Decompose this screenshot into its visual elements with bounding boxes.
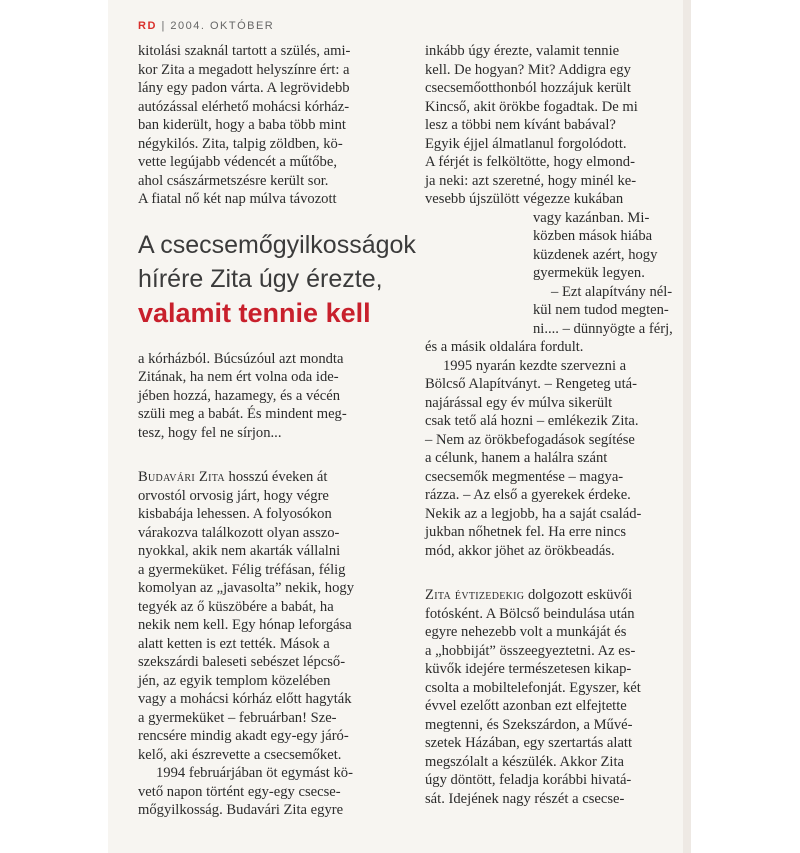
brand-label: RD [138,20,157,32]
text-line: – Nem az örökbefogadások segítése [425,431,635,448]
pull-quote-line-1: A csecsemőgyilkosságok [138,231,416,259]
text-line: tesz, hogy fel ne sírjon... [138,424,282,441]
text-line: szekszárdi baleseti sebészet lépcső- [138,654,346,670]
text-line: csolta a mobiltelefonját. Egyszer, két [425,679,641,696]
text-line: kell. De hogyan? Mit? Addigra egy [425,61,631,78]
text-line: évvel ezelőtt azonban ezt elfejtette [425,698,627,714]
text-line: Egyik éjjel álmatlanul forgolódott. [425,135,627,152]
text-line: orvostól orvosig járt, hogy végre [138,487,329,504]
text-line: és a másik oldalára fordult. [425,339,584,355]
left-paragraph-1 [138,42,400,209]
right-paragraph-2 [425,357,680,561]
text-line: ahol császármetszésre került sor. [138,172,329,189]
text-line: vette legújabb védencét a műtőbe, [138,154,337,170]
text-line: ni.... – dünnyögte a férj, [533,320,673,337]
text-line: ja neki: azt szeretné, hogy minél ke- [425,172,637,189]
text-line: csak tető alá hozni – emlékezik Zita. [425,413,639,429]
text-line: négykilós. Zita, talpig zöldben, kö- [138,135,343,152]
text-line: vagy kazánban. Mi- [533,209,650,226]
text-line: a kórházból. Búcsúzóul azt mondta [138,350,344,367]
text-line: nyokkal, akik nem akarták vállalni [138,543,341,559]
text-line: várakozva találkozott olyan asszo- [138,524,340,541]
text-line: dolgozott esküvői [524,587,633,603]
text-line: közben mások hiába [533,228,653,244]
text-line: A férjét is felköltötte, hogy elmond- [425,154,635,170]
right-paragraph-3 [425,586,680,808]
pull-quote-line-2: hírére Zita úgy érezte, [138,265,383,293]
section-gap [425,560,680,586]
text-line: Nekik az a legjobb, ha a saját család- [425,505,642,522]
text-line: jében hozzá, hazamegy, és a vécén [138,387,341,404]
magazine-page [108,0,691,853]
text-line: szüli meg a babát. És mindent meg- [138,406,347,422]
text-line: jén, az egyik templom közelében [138,672,331,689]
text-line: gyermekük legyen. [533,265,645,281]
page-edge-shadow [683,0,691,853]
text-line: a gyermeküket – februárban! Sze- [138,709,337,726]
issue-date: 2004. OKTÓBER [170,20,275,32]
text-line: megtenni, és Szekszárdon, a Művé- [425,716,633,733]
text-line: mőgyilkosság. Budavári Zita egyre [138,802,344,818]
text-line: kitolási szaknál tartott a szülés, ami- [138,43,351,59]
right-paragraph-1 [425,42,680,283]
text-line: fotósként. A Bölcső beindulása után [425,605,635,622]
text-line: úgy döntött, feladja korábbi hivatá- [425,772,632,788]
text-line: vető napon történt egy-egy csecse- [138,783,341,800]
text-line: 1995 nyarán kezdte szervezni a [443,357,627,374]
text-line: egyre nehezebb volt a munkáját és [425,624,627,640]
right-column [425,42,680,808]
text-line: – Ezt alapítvány nél- [551,283,673,300]
header-separator: | [161,20,166,32]
text-line: lány egy padon várta. A legrövidebb [138,80,350,96]
left-paragraph-3 [138,468,400,764]
text-line: vesebb újszülött végezze kukában [425,191,624,207]
text-line: kisbabája lehessen. A folyosókon [138,506,332,522]
text-line: rázza. – Az első a gyerekek érdeke. [425,487,631,503]
left-paragraph-2 [138,350,400,443]
text-line: küvők idejére természetesen kikap- [425,661,632,677]
text-line: a „hobbiját” összeegyeztetni. Az es- [425,642,636,659]
text-line: Bölcső Alapítványt. – Rengeteg utá- [425,376,637,392]
text-line: Zitának, ha nem ért volna oda ide- [138,369,339,385]
left-paragraph-4 [138,764,400,820]
text-line: sát. Idejének nagy részét a csecse- [425,790,625,807]
text-line: jukban nőhetnek fel. Ha erre nincs [425,524,626,540]
text-line: komolyan az „javasolta” nekik, hogy [138,580,354,596]
left-column [138,42,400,820]
text-line: kor Zita a megadott helyszínre ért: a [138,61,350,78]
pull-quote-highlight: valamit tennie kell [138,298,371,328]
text-line: csecsemőotthonból hozzájuk került [425,80,631,96]
text-line: mód, akkor jöhet az örökbeadás. [425,542,615,559]
text-line: vagy a mohácsi kórház előtt hagyták [138,691,352,707]
text-line: inkább úgy érezte, valamit tennie [425,43,620,59]
text-line: 1994 februárjában öt egymást kö- [156,765,353,781]
text-line: a gyermeküket. Félig tréfásan, félig [138,561,346,578]
text-line: küzdenek azért, hogy [533,246,658,263]
text-line: kelő, aki észrevette a csecsemőket. [138,746,342,763]
text-line: ban kiderült, hogy a baba több mint [138,117,346,133]
text-line: tegyék az ő küszöbére a babát, ha [138,598,334,615]
text-line: megszólalt a készülék. Akkor Zita [425,753,624,770]
text-line: rencsére mindig akadt egy-egy járó- [138,728,349,744]
text-line: alatt ketten is ezt tették. Mások a [138,635,330,652]
section-gap [138,442,400,468]
text-line: nekik nem kell. Egy hónap leforgása [138,617,352,633]
lead-in: Budavári Zita [138,469,225,485]
text-line: najárással egy év múlva sikerült [425,394,613,411]
right-dialog [425,283,680,357]
lead-in: Zita évtizedekig [425,587,525,603]
text-line: A fiatal nő két nap múlva távozott [138,191,337,207]
text-line: szetek Házában, egy szertartás alatt [425,735,633,751]
page-header [138,20,274,32]
text-line: hosszú éveken át [224,469,328,485]
text-line: autózással elérhető mohácsi kórház- [138,98,350,115]
text-line: a célunk, hanem a halálra szánt [425,450,608,466]
text-line: csecsemők megmentése – magya- [425,468,624,485]
text-line: lesz a többi nem kívánt babával? [425,117,616,133]
text-line: Kincső, akit örökbe fogadtak. De mi [425,98,638,115]
text-line: kül nem tudod megten- [533,302,669,318]
